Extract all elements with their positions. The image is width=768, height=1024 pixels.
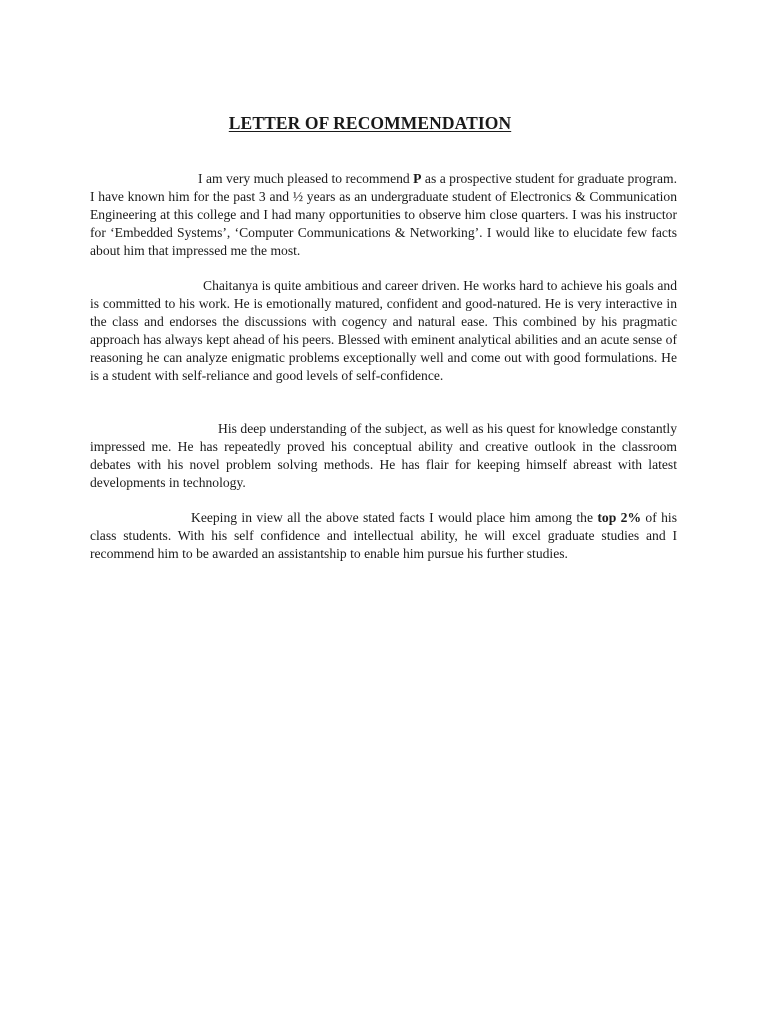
paragraph-academics: His deep understanding of the subject, as well as his quest for knowledge constantly impressed me. He has repeatedly proved his conceptual ability and creative outlook in the classroom debates with his novel problem solving methods. He has flair for keeping himself abreast with latest developments in technology. xyxy=(90,421,677,491)
paragraph-character: Chaitanya is quite ambitious and career driven. He works hard to achieve his goals and is committed to his work. He is emotionally matured, confident and good-natured. He is very interactive in the class and endorses the discussions with cogency and natural ease. This combined by his pragmatic approach has always kept ahead of his peers. Blessed with eminent analytical abilities and an acute sense of reasoning he can analyze enigmatic problems exceptionally well and come out with good formulations. He is a student with self-reliance and good levels of self-confidence. xyxy=(90,278,677,384)
paragraph-introduction xyxy=(90,170,677,260)
student-name: P xyxy=(413,171,422,186)
letter-title: LETTER OF RECOMMENDATION xyxy=(228,113,512,133)
intro-text-start: I am very much pleased to recommend xyxy=(198,171,414,186)
class-rank: top 2% xyxy=(597,510,642,525)
paragraph-conclusion xyxy=(90,509,677,563)
intro-text-end: as a prospective student for graduate program. I have known him for the past 3 and ½ years as an undergraduate student of Electronics & Communication Engineering at this college and I had many opportunities to observe him close quarters. I was his instructor for ‘Embedded Systems’, ‘Computer Communications & Networking’. I would like to elucidate few facts about him that impressed me the most. xyxy=(90,171,678,259)
conclusion-text-end: of his class students. With his self confidence and intellectual ability, he will excel graduate studies and I recommend him to be awarded an assistantship to enable him pursue his further studies. xyxy=(90,510,677,562)
conclusion-text-start: Keeping in view all the above stated facts I would place him among the xyxy=(191,510,598,525)
